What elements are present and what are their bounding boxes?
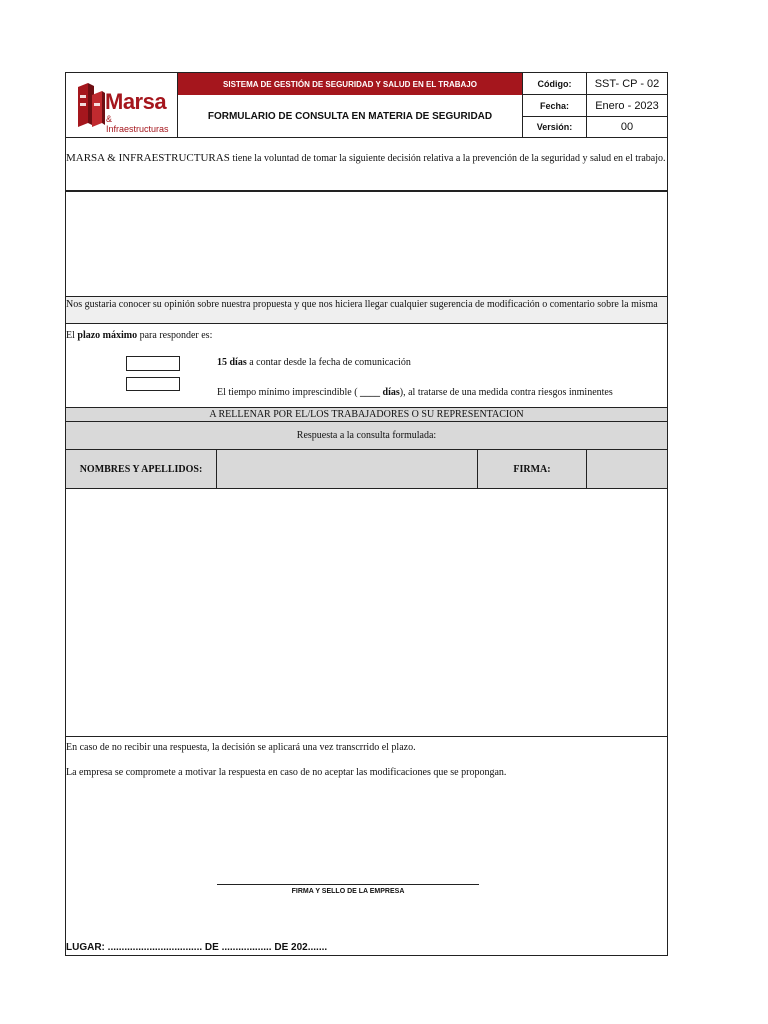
response-textarea[interactable]: [66, 489, 667, 737]
footer-note-2: La empresa se compromete a motivar la respuesta en caso de no aceptar las modificaciones que se propongan.: [66, 767, 507, 778]
plazo-suffix: para responder es:: [137, 330, 213, 341]
option2-suffix: ), al tratarse de una medida contra riesgos inminentes: [399, 387, 613, 398]
fecha-value: Enero - 2023: [587, 95, 667, 117]
footer-note-1: En caso de no recibir una respuesta, la decisión se aplicará una vez transcrrido el plazo.: [66, 742, 416, 753]
firma-input[interactable]: [587, 450, 667, 489]
option2-prefix: El tiempo mínimo imprescindible (: [217, 387, 361, 398]
form-title-cell: [178, 95, 523, 138]
opinion-row: [66, 296, 667, 324]
plazo-prefix: El: [66, 330, 78, 341]
workers-section-title: [66, 407, 667, 422]
codigo-value: SST- CP - 02: [587, 73, 667, 95]
intro-company: MARSA & INFRAESTRUCTURAS: [66, 152, 230, 164]
system-title: SISTEMA DE GESTIÓN DE SEGURIDAD Y SALUD EN EL TRABAJO: [223, 79, 477, 89]
response-title-row: [66, 422, 667, 450]
option-15-dias-checkbox[interactable]: [126, 356, 180, 371]
version-label: Versión:: [523, 117, 587, 138]
intro-text: tiene la voluntad de tomar la siguiente decisión relativa a la prevención de la seguridad y salud en el trabajo.: [229, 153, 666, 164]
codigo-label: Código:: [523, 73, 587, 95]
opinion-text: Nos gustaria conocer su opinión sobre nuestra propuesta y que nos hiciera llegar cualquier sugerencia de modificación o comentario sobre la misma: [66, 299, 658, 310]
names-label: [66, 450, 217, 489]
option1-text: a contar desde la fecha de comunicación: [246, 357, 411, 368]
version-value: 00: [587, 117, 667, 138]
names-input[interactable]: [217, 450, 478, 489]
workers-section-title-text: A RELLENAR POR EL/LOS TRABAJADORES O SU REPRESENTACION: [209, 409, 524, 420]
logo-subtitle: & Infraestructuras: [106, 114, 169, 134]
signature-line: [217, 884, 479, 885]
option2-bold: ____ días: [360, 387, 400, 398]
option1-bold: 15 días: [217, 357, 247, 368]
signature-label-text: FIRMA Y SELLO DE LA EMPRESA: [291, 887, 405, 895]
marsa-logo-icon: [75, 83, 105, 127]
decision-textarea[interactable]: [66, 192, 667, 296]
names-label-text: NOMBRES Y APELLIDOS:: [79, 463, 203, 475]
option-minimo-checkbox[interactable]: [126, 377, 180, 391]
logo-brand: Marsa: [105, 89, 167, 114]
plazo-label: [66, 330, 212, 341]
fecha-label: Fecha:: [523, 95, 587, 117]
firma-label: [478, 450, 587, 489]
option-minimo-label: [217, 387, 613, 398]
intro-paragraph: [66, 153, 666, 164]
signature-label: [217, 886, 479, 896]
lugar-line: LUGAR: .................................. DE .................. DE 202.......: [66, 942, 328, 953]
response-title: Respuesta a la consulta formulada:: [296, 430, 437, 441]
logo: [66, 73, 178, 138]
option-15-dias-label: [217, 357, 411, 368]
firma-label-text: FIRMA:: [513, 463, 551, 475]
plazo-bold: plazo máximo: [77, 330, 138, 341]
form-title: FORMULARIO DE CONSULTA EN MATERIA DE SEGURIDAD: [207, 110, 493, 122]
system-title-banner: [178, 73, 523, 95]
